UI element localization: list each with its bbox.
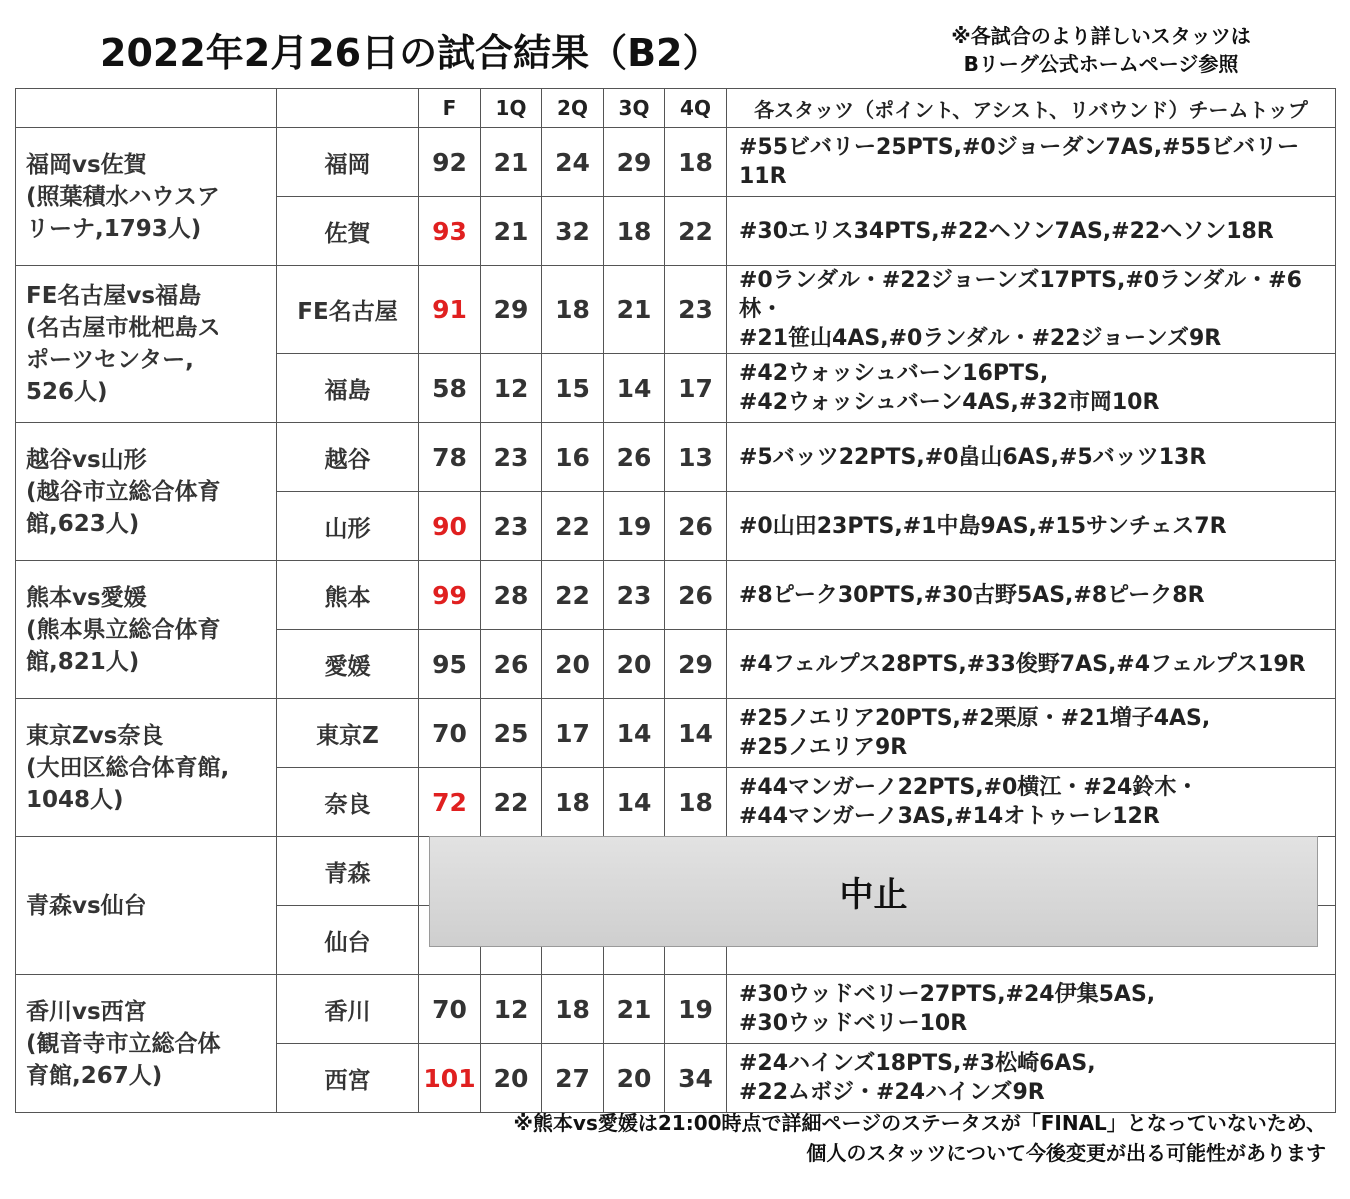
quarter-score-cell: 26: [665, 561, 727, 630]
header-cell-2q: 2Q: [542, 89, 604, 128]
stats-cell: [727, 266, 1336, 354]
stats-cell: [727, 630, 1336, 699]
table-row: [16, 975, 1336, 1044]
final-score-cell: 90: [419, 492, 481, 561]
header-row: [16, 89, 1336, 128]
stats-line: #21笹山4AS,#0ランダル・#22ジョーンズ9R: [739, 326, 1222, 351]
quarter-score-cell: 34: [665, 1044, 727, 1113]
team-name-cell: 山形: [277, 492, 419, 561]
quarter-score-cell: 24: [542, 128, 604, 197]
quarter-score-cell: 17: [665, 354, 727, 423]
stats-line: #44マンガーノ22PTS,#0横江・#24鈴木・: [739, 775, 1199, 800]
quarter-score-cell: 20: [481, 1044, 542, 1113]
final-score-cell: 70: [419, 699, 481, 768]
table-row: [16, 561, 1336, 630]
matchup-line: 館,623人): [26, 510, 140, 537]
team-name-cell: 香川: [277, 975, 419, 1044]
final-score-cell: 91: [419, 266, 481, 354]
matchup-line: 越谷vs山形: [26, 446, 147, 473]
quarter-score-cell: 14: [604, 354, 665, 423]
quarter-score-cell: 13: [665, 423, 727, 492]
quarter-score-cell: 23: [604, 561, 665, 630]
header-cell-stats: 各スタッツ（ポイント、アシスト、リバウンド）チームトップ: [727, 89, 1336, 128]
matchup-line: 育館,267人): [26, 1062, 163, 1089]
table-row: [16, 266, 1336, 354]
quarter-score-cell: 26: [481, 630, 542, 699]
disclaimer-line: 個人のスタッツについて今後変更が出る可能性があります: [806, 1141, 1326, 1165]
final-score-cell: 95: [419, 630, 481, 699]
quarter-score-cell: 20: [604, 630, 665, 699]
stats-cell: [727, 975, 1336, 1044]
quarter-score-cell: 18: [542, 266, 604, 354]
team-name-cell: 奈良: [277, 768, 419, 837]
quarter-score-cell: 16: [542, 423, 604, 492]
stats-line: #22ムボジ・#24ハインズ9R: [739, 1080, 1045, 1105]
final-score-cell: 92: [419, 128, 481, 197]
team-name-cell: 西宮: [277, 1044, 419, 1113]
quarter-score-cell: 21: [604, 975, 665, 1044]
cancelled-banner: [429, 836, 1318, 947]
quarter-score-cell: 17: [542, 699, 604, 768]
stats-cell: [727, 423, 1336, 492]
matchup-line: 東京Zvs奈良: [26, 722, 164, 749]
final-score-cell: 101: [419, 1044, 481, 1113]
stats-line: #30エリス34PTS,#22ヘソン7AS,#22ヘソン18R: [739, 218, 1274, 244]
header-cell-4q: 4Q: [665, 89, 727, 128]
stats-cell: [727, 354, 1336, 423]
matchup-cell: [16, 128, 277, 266]
stats-line: #24ハインズ18PTS,#3松崎6AS,: [739, 1051, 1096, 1076]
cancelled-label: 中止: [839, 875, 908, 915]
stats-line: #0ランダル・#22ジョーンズ17PTS,#0ランダル・#6林・: [739, 268, 1302, 322]
quarter-score-cell: 22: [542, 561, 604, 630]
quarter-score-cell: 23: [665, 266, 727, 354]
stats-line: #55ビバリー25PTS,#0ジョーダン7AS,#55ビバリー11R: [739, 135, 1300, 189]
quarter-score-cell: 23: [481, 492, 542, 561]
matchup-cell: [16, 561, 277, 699]
quarter-score-cell: 21: [604, 266, 665, 354]
quarter-score-cell: 20: [604, 1044, 665, 1113]
quarter-score-cell: 20: [542, 630, 604, 699]
final-score-cell: 70: [419, 975, 481, 1044]
stats-line: #0山田23PTS,#1中島9AS,#15サンチェス7R: [739, 513, 1227, 539]
quarter-score-cell: 21: [481, 197, 542, 266]
quarter-score-cell: 27: [542, 1044, 604, 1113]
results-body: [16, 89, 1336, 1113]
team-name-cell: 仙台: [277, 906, 419, 975]
note-line: Bリーグ公式ホームページ参照: [963, 52, 1239, 76]
quarter-score-cell: 26: [604, 423, 665, 492]
quarter-score-cell: 14: [604, 699, 665, 768]
team-name-cell: 福島: [277, 354, 419, 423]
quarter-score-cell: 22: [481, 768, 542, 837]
matchup-line: (熊本県立総合体育: [26, 616, 221, 643]
matchup-line: 1048人): [26, 786, 124, 813]
stats-line: #30ウッドベリー27PTS,#24伊集5AS,: [739, 982, 1156, 1007]
final-score-cell: 72: [419, 768, 481, 837]
table-row: [16, 423, 1336, 492]
matchup-line: リーナ,1793人): [26, 215, 202, 242]
matchup-line: (照葉積水ハウスア: [26, 183, 220, 210]
matchup-cell: [16, 837, 277, 975]
team-name-cell: 愛媛: [277, 630, 419, 699]
stats-cell: [727, 699, 1336, 768]
quarter-score-cell: 29: [604, 128, 665, 197]
stats-cell: [727, 768, 1336, 837]
matchup-line: (観音寺市立総合体: [26, 1030, 221, 1057]
final-score-cell: 99: [419, 561, 481, 630]
header-cell-1q: 1Q: [481, 89, 542, 128]
quarter-score-cell: 28: [481, 561, 542, 630]
disclaimer-line: ※熊本vs愛媛は21:00時点で詳細ページのステータスが「FINAL」となっていないため、: [513, 1111, 1326, 1135]
stats-reference-note: [905, 22, 1297, 78]
team-name-cell: FE名古屋: [277, 266, 419, 354]
quarter-score-cell: 12: [481, 354, 542, 423]
matchup-line: 福岡vs佐賀: [26, 151, 147, 178]
header-cell-final: F: [419, 89, 481, 128]
quarter-score-cell: 18: [665, 768, 727, 837]
stats-line: #8ピーク30PTS,#30古野5AS,#8ピーク8R: [739, 582, 1205, 608]
team-name-cell: 福岡: [277, 128, 419, 197]
quarter-score-cell: 14: [665, 699, 727, 768]
quarter-score-cell: 29: [665, 630, 727, 699]
quarter-score-cell: 22: [542, 492, 604, 561]
matchup-line: (大田区総合体育館,: [26, 754, 230, 781]
final-score-cell: 58: [419, 354, 481, 423]
matchup-line: 526人): [26, 379, 108, 405]
quarter-score-cell: 23: [481, 423, 542, 492]
quarter-score-cell: 18: [604, 197, 665, 266]
stats-cell: [727, 492, 1336, 561]
page-title: 2022年2月26日の試合結果（B2）: [100, 31, 721, 75]
stats-line: #25ノエリア9R: [739, 735, 908, 760]
header-cell-matchup: [16, 89, 277, 128]
matchup-line: 青森vs仙台: [26, 892, 147, 919]
stats-line: #42ウォッシュバーン4AS,#32市岡10R: [739, 390, 1160, 415]
header-cell-3q: 3Q: [604, 89, 665, 128]
matchup-cell: [16, 423, 277, 561]
stats-cell: [727, 128, 1336, 197]
quarter-score-cell: 18: [542, 975, 604, 1044]
stats-line: #42ウォッシュバーン16PTS,: [739, 361, 1049, 386]
team-name-cell: 東京Z: [277, 699, 419, 768]
quarter-score-cell: 18: [665, 128, 727, 197]
stats-line: #5バッツ22PTS,#0畠山6AS,#5バッツ13R: [739, 444, 1207, 470]
table-row: [16, 128, 1336, 197]
final-score-cell: 78: [419, 423, 481, 492]
header-cell-team: [277, 89, 419, 128]
note-line: ※各試合のより詳しいスタッツは: [951, 24, 1251, 48]
quarter-score-cell: 14: [604, 768, 665, 837]
team-name-cell: 佐賀: [277, 197, 419, 266]
stats-line: #4フェルプス28PTS,#33俊野7AS,#4フェルプス19R: [739, 651, 1306, 677]
quarter-score-cell: 25: [481, 699, 542, 768]
quarter-score-cell: 18: [542, 768, 604, 837]
matchup-line: 館,821人): [26, 648, 140, 675]
table-row: [16, 699, 1336, 768]
quarter-score-cell: 19: [604, 492, 665, 561]
stats-line: #25ノエリア20PTS,#2栗原・#21増子4AS,: [739, 706, 1211, 731]
quarter-score-cell: 12: [481, 975, 542, 1044]
matchup-line: FE名古屋vs福島: [26, 283, 202, 309]
stats-line: #30ウッドベリー10R: [739, 1011, 968, 1036]
stats-cell: [727, 197, 1336, 266]
quarter-score-cell: 19: [665, 975, 727, 1044]
team-name-cell: 青森: [277, 837, 419, 906]
matchup-cell: [16, 699, 277, 837]
quarter-score-cell: 22: [665, 197, 727, 266]
stats-line: #44マンガーノ3AS,#14オトゥーレ12R: [739, 804, 1160, 829]
quarter-score-cell: 32: [542, 197, 604, 266]
stats-cell: [727, 561, 1336, 630]
matchup-line: 熊本vs愛媛: [26, 584, 147, 611]
quarter-score-cell: 29: [481, 266, 542, 354]
team-name-cell: 熊本: [277, 561, 419, 630]
quarter-score-cell: 15: [542, 354, 604, 423]
matchup-line: (越谷市立総合体育: [26, 478, 221, 505]
matchup-line: ポーツセンター,: [26, 347, 194, 373]
matchup-cell: [16, 266, 277, 423]
quarter-score-cell: 21: [481, 128, 542, 197]
team-name-cell: 越谷: [277, 423, 419, 492]
disclaimer-note: [513, 1108, 1326, 1168]
stats-cell: [727, 1044, 1336, 1113]
results-table: [15, 88, 1336, 1113]
quarter-score-cell: 26: [665, 492, 727, 561]
final-score-cell: 93: [419, 197, 481, 266]
matchup-cell: [16, 975, 277, 1113]
matchup-line: (名古屋市枇杷島ス: [26, 315, 221, 341]
matchup-line: 香川vs西宮: [26, 998, 147, 1025]
